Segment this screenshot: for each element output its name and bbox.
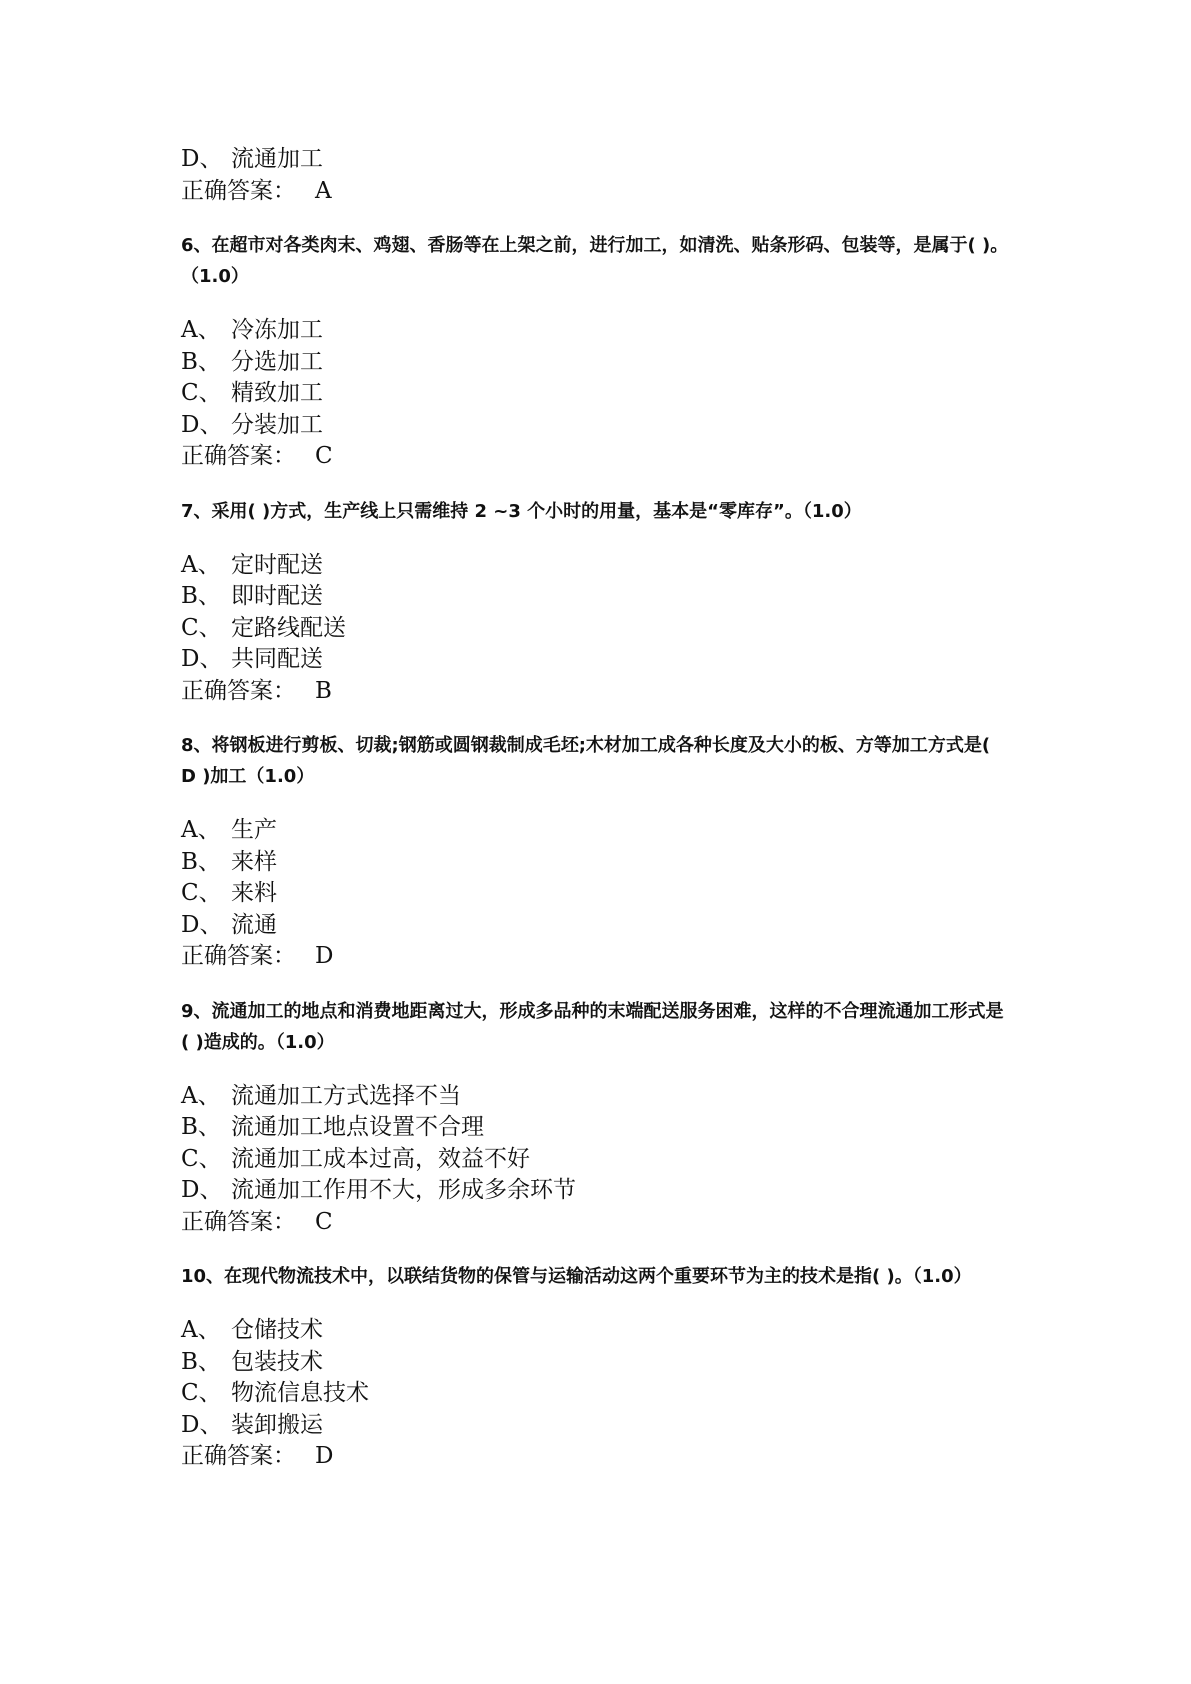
answer-label: 正确答案： <box>181 1208 296 1235</box>
correct-answer <box>181 441 1011 473</box>
option-text: 物流信息技术 <box>231 1380 369 1406</box>
correct-answer <box>181 941 1011 973</box>
option-text: 分选加工 <box>231 348 323 375</box>
option-text: 生产 <box>231 817 277 843</box>
option-text: 流通加工成本过高，效益不好 <box>231 1145 530 1172</box>
option-b <box>181 1112 1011 1144</box>
answer-label: 正确答案： <box>181 443 296 469</box>
answer-label: 正确答案： <box>181 1443 296 1469</box>
option-a <box>181 1081 1011 1113</box>
option-text: 精致加工 <box>231 380 323 406</box>
answer-label: 正确答案： <box>181 177 296 204</box>
option-text: 来样 <box>231 848 277 875</box>
option-text: 流通加工地点设置不合理 <box>231 1114 484 1140</box>
question-text: 6、在超市对各类肉末、鸡翅、香肠等在上架之前，进行加工，如清洗、贴条形码、包装等，是属于( )。（1.0） <box>181 235 1009 287</box>
correct-answer <box>181 676 1011 708</box>
question-6 <box>181 230 1011 473</box>
option-c <box>181 613 1011 645</box>
option-text: 仓储技术 <box>231 1317 323 1343</box>
option-letter: D、 <box>181 1177 223 1203</box>
question-8 <box>181 730 1011 973</box>
option-d <box>181 1410 1011 1442</box>
option-d <box>181 1175 1011 1207</box>
quiz-content <box>181 144 1011 1473</box>
correct-answer <box>181 1207 1011 1239</box>
option-text: 即时配送 <box>231 583 323 609</box>
option-text: 共同配送 <box>231 646 323 672</box>
option-text: 流通 <box>231 911 277 938</box>
question-text: 10、在现代物流技术中，以联结货物的保管与运输活动这两个重要环节为主的技术是指( )。（1.0） <box>181 1266 972 1287</box>
option-letter: C、 <box>181 1380 222 1406</box>
answer-value: D <box>315 943 334 969</box>
option-text: 流通加工方式选择不当 <box>231 1082 461 1109</box>
option-b <box>181 847 1011 879</box>
option-text: 来料 <box>231 880 277 906</box>
option-text: 分装加工 <box>231 411 323 438</box>
option-d <box>181 644 1011 676</box>
option-b <box>181 1347 1011 1379</box>
question-9 <box>181 996 1011 1239</box>
answer-value: C <box>315 1208 333 1235</box>
option-b <box>181 347 1011 379</box>
option-c <box>181 1378 1011 1410</box>
question-text: 9、流通加工的地点和消费地距离过大，形成多品种的末端配送服务困难，这样的不合理流通加工形式是( )造成的。（1.0） <box>181 1000 1004 1053</box>
option-a <box>181 815 1011 847</box>
option-letter: A、 <box>181 1082 221 1109</box>
option-letter: C、 <box>181 1145 222 1172</box>
option-c <box>181 1144 1011 1176</box>
question-5-continuation <box>181 144 1011 207</box>
option-text: 流通加工作用不大，形成多余环节 <box>231 1177 576 1203</box>
question-10 <box>181 1261 1011 1473</box>
option-text: 包装技术 <box>231 1348 323 1375</box>
option-a <box>181 1315 1011 1347</box>
option-d <box>181 144 1011 176</box>
answer-value: C <box>315 443 333 469</box>
option-letter: A、 <box>181 551 221 578</box>
option-letter: A、 <box>181 817 221 843</box>
option-letter: A、 <box>181 317 221 343</box>
option-letter: D、 <box>181 146 223 172</box>
answer-label: 正确答案： <box>181 677 296 704</box>
correct-answer <box>181 176 1011 208</box>
question-7 <box>181 496 1011 708</box>
answer-value: D <box>315 1443 334 1469</box>
option-letter: C、 <box>181 614 222 641</box>
correct-answer <box>181 1441 1011 1473</box>
question-text: 8、将钢板进行剪板、切裁;钢筋或圆钢裁制成毛坯;木材加工成各种长度及大小的板、方等加工方式是( D )加工（1.0） <box>181 735 991 787</box>
question-text: 7、采用( )方式，生产线上只需维持 2 ~3 个小时的用量，基本是“零库存”。（1.0） <box>181 500 862 522</box>
answer-value: A <box>315 177 332 204</box>
option-c <box>181 878 1011 910</box>
option-letter: D、 <box>181 911 223 938</box>
option-letter: B、 <box>181 848 221 875</box>
option-a <box>181 315 1011 347</box>
option-letter: B、 <box>181 1348 221 1375</box>
option-text: 装卸搬运 <box>231 1411 323 1438</box>
option-letter: C、 <box>181 380 222 406</box>
option-text: 定路线配送 <box>231 614 346 641</box>
option-a <box>181 550 1011 582</box>
answer-label: 正确答案： <box>181 943 296 969</box>
option-text: 冷冻加工 <box>231 317 323 343</box>
option-letter: A、 <box>181 1317 221 1343</box>
option-d <box>181 910 1011 942</box>
option-letter: C、 <box>181 880 222 906</box>
option-letter: B、 <box>181 1114 221 1140</box>
option-text: 流通加工 <box>231 146 323 172</box>
option-text: 定时配送 <box>231 551 323 578</box>
answer-value: B <box>315 677 332 704</box>
option-letter: D、 <box>181 646 223 672</box>
option-d <box>181 410 1011 442</box>
option-b <box>181 581 1011 613</box>
option-letter: B、 <box>181 348 221 375</box>
option-letter: D、 <box>181 1411 223 1438</box>
option-letter: D、 <box>181 411 223 438</box>
option-letter: B、 <box>181 583 221 609</box>
option-c <box>181 378 1011 410</box>
